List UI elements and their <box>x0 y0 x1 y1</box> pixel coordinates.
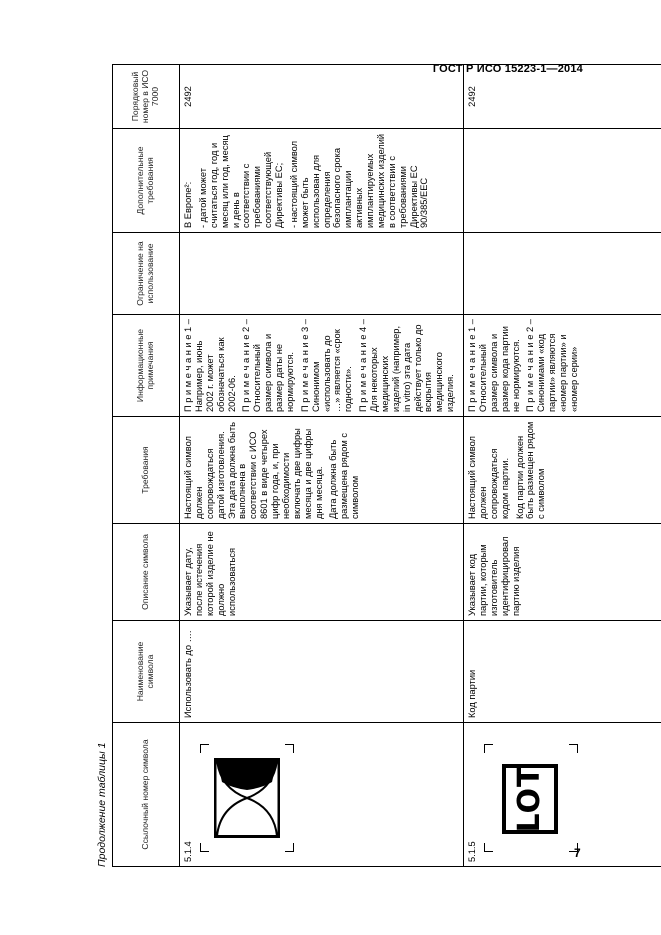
note-text: П р и м е ч а н и е 1 – Например, июнь 2002 г. может обозначаться как 2002-06. <box>183 319 237 412</box>
column-header: Описание символа <box>113 524 180 621</box>
note-text: П р и м е ч а н и е 2 – Синонимами «код партии» являются «номер партии» и «номер серии» <box>525 319 579 412</box>
page-number: 7 <box>574 846 581 860</box>
ref-cell <box>180 723 464 867</box>
requirement-text: Настоящий символ должен сопровождаться датой изготовления. Эта дата должна быть выполнена в соответствии с ИСО 8601 в виде четырех цифр года, и, при необходимости включать две цифры месяца и две цифры дня месяца. <box>183 422 324 519</box>
lot-icon <box>502 764 558 834</box>
description-cell: Указывает дату, после истечения которой изделие не должно использоваться <box>180 524 464 621</box>
notes-cell <box>180 315 464 417</box>
table-caption: Продолжение таблицы 1 <box>96 742 108 867</box>
column-header: Информационные примечания <box>113 315 180 417</box>
iso7000-cell: 2492 <box>180 65 464 129</box>
lot-symbol <box>484 744 578 852</box>
hourglass-icon <box>214 758 280 838</box>
requirement-text: Код партии должен быть размещен рядом с символом <box>514 421 547 519</box>
restriction-cell <box>180 233 464 315</box>
note-text: П р и м е ч а н и е 2 – Относительный размер символа и размер даты не нормируются. <box>241 319 295 412</box>
rotated-table-area <box>96 65 579 867</box>
column-header: Ограничение на использование <box>113 233 180 315</box>
requirement-text: Дата должна быть размещена рядом с символом <box>328 433 361 519</box>
column-header: Наименование символа <box>113 621 180 723</box>
table-header-row <box>113 65 180 867</box>
description-cell: Указывает код партии, которым изготовитель идентифицировал партию изделия <box>464 524 661 621</box>
iso7000-cell: 2492 <box>464 65 661 129</box>
ref-number: 5.1.4 <box>183 841 193 862</box>
symbols-table <box>112 64 661 867</box>
additional-text: В Европе²: <box>183 181 193 228</box>
notes-cell <box>464 315 661 417</box>
table-row <box>464 65 661 867</box>
table-row <box>180 65 464 867</box>
name-cell: Код партии <box>464 621 661 723</box>
additional-text: - датой может считаться год, год и месяц или год, месяц и день в соответствии с требованиями соответствующей Директивы ЕС; <box>197 135 284 228</box>
column-header: Дополнительные требования <box>113 129 180 233</box>
additional-cell <box>180 129 464 233</box>
requirements-cell <box>180 417 464 524</box>
ref-number: 5.1.5 <box>467 841 477 862</box>
column-header: Требования <box>113 417 180 524</box>
document-header: ГОСТ Р ИСО 15223-1—2014 <box>432 63 583 75</box>
note-text: П р и м е ч а н и е 4 – Для некоторых медицинских изделий (например, in vitro) эта дата действует только до вскрытия медицинского изделия. <box>358 319 456 412</box>
column-header: Ссылочный номер символа <box>113 723 180 867</box>
restriction-cell <box>464 233 661 315</box>
additional-text: - настоящий символ может быть использован для определения безопасного срока имплантации активных имплантируемых медицинских изделий в соответствии с требованиями Директивы ЕС 90/385/EEC <box>288 133 430 228</box>
hourglass-symbol <box>200 744 294 852</box>
note-text: П р и м е ч а н и е 1 – Относительный размер символа и размер кода партии не нормируются. <box>467 319 521 412</box>
additional-cell <box>464 129 661 233</box>
lot-label: LOT <box>511 765 547 833</box>
requirements-cell <box>464 417 661 524</box>
requirement-text: Настоящий символ должен сопровождаться кодом партии. <box>467 436 510 519</box>
ref-cell <box>464 723 661 867</box>
column-header: Порядковый номер в ИСО 7000 <box>113 65 180 129</box>
name-cell: Использовать до …. <box>180 621 464 723</box>
note-text: П р и м е ч а н и е 3 – Синонимом «использовать до …» является «срок годности». <box>299 319 354 412</box>
